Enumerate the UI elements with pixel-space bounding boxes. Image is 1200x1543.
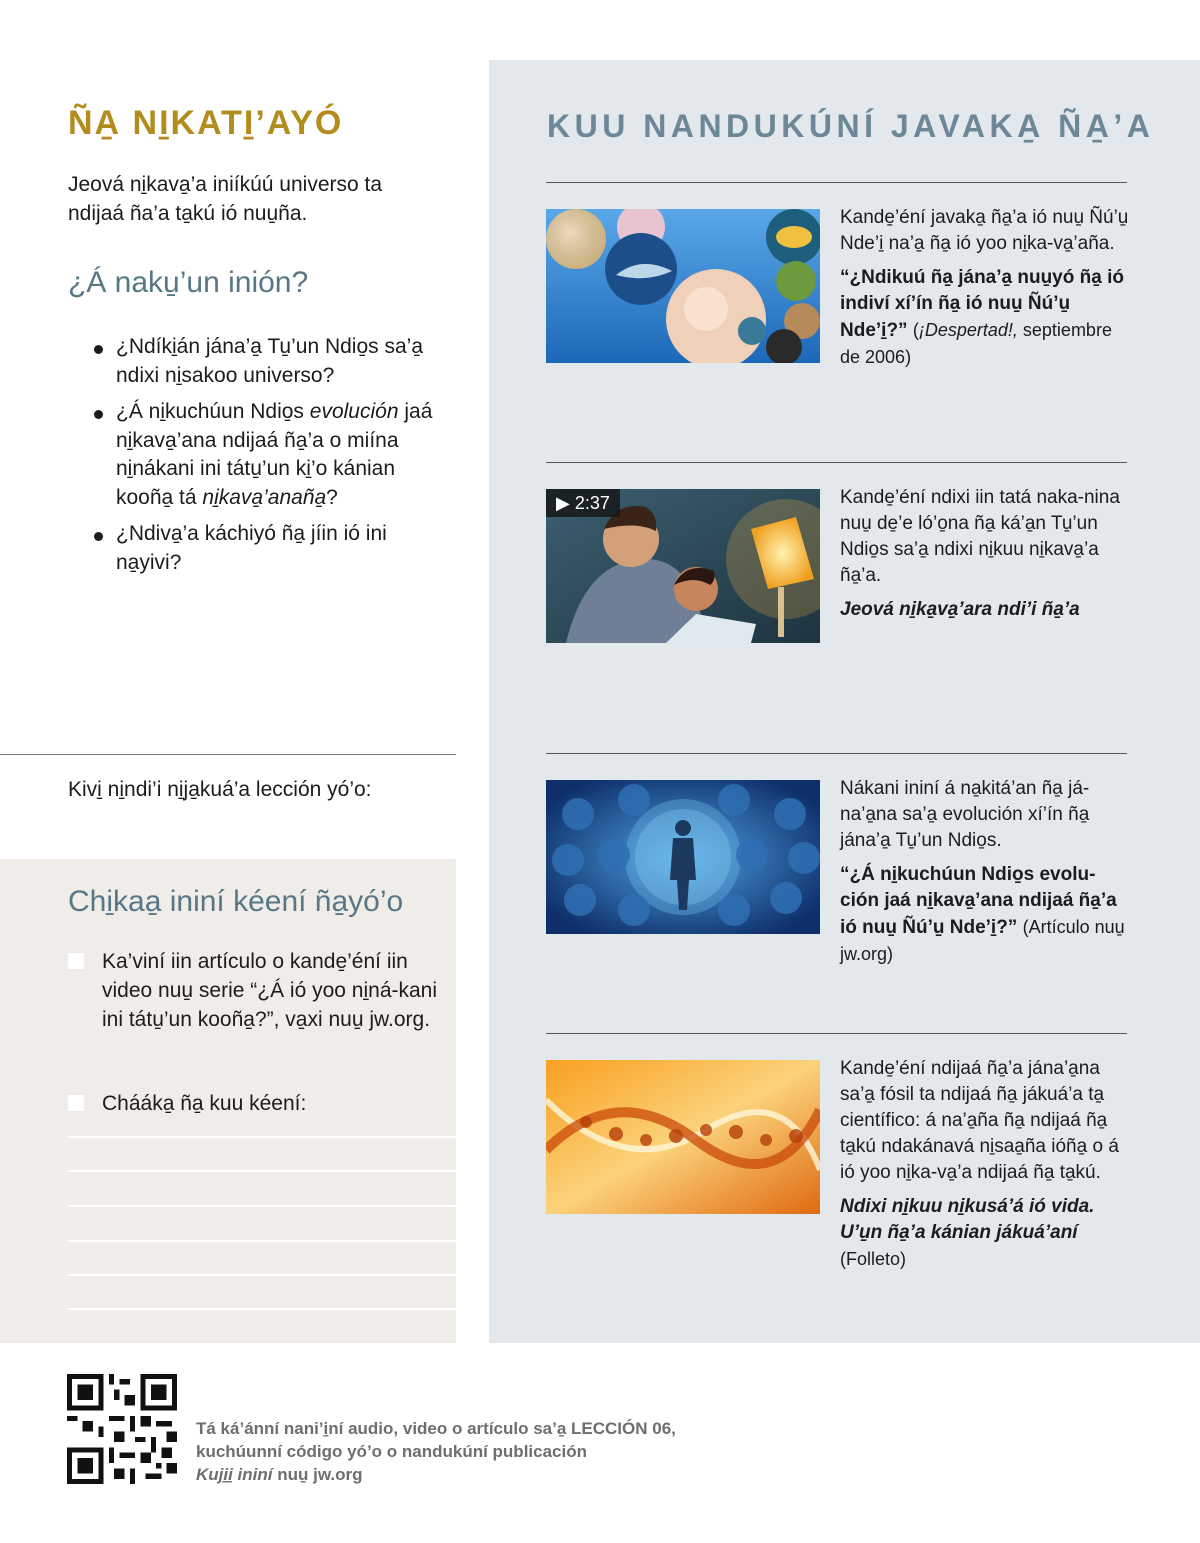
source-title[interactable]: Ndixi ni̱kuu ni̱kusá’á ió vida. U’u̱n ña̱’a kánian jákuá’aní [840, 1196, 1095, 1243]
source-note: (Artículo nuu̱ jw.org) [840, 917, 1125, 964]
item-source[interactable] [840, 862, 1130, 968]
goal-item[interactable] [68, 1089, 438, 1118]
source-title[interactable]: Jeová ni̱ka̱va̱’ara ndi’i ña̱’a [840, 599, 1080, 620]
dna-image[interactable] [546, 1060, 820, 1214]
source-date: septiembre de 2006) [840, 320, 1112, 367]
source-title[interactable]: “¿Á ni̱kuchúun Ndio̱s evolu-ción jaá ni̱kava̱’ana ndijaá ña̱’a ió nuu̱ Ñú’u̱ Nde’i̱?” [840, 864, 1117, 938]
recap-text: Jeová ni̱kava̱’a iniíkúú universo ta ndijaá ña’a ta̱kú ió nuu̱ña. [68, 173, 383, 225]
goal-item[interactable] [68, 947, 438, 1034]
write-line[interactable] [68, 1136, 456, 1138]
left-column [0, 0, 456, 1343]
evolution-image[interactable] [546, 780, 820, 934]
write-line[interactable] [68, 1274, 456, 1276]
section-divider [0, 754, 456, 755]
footer-line [196, 1463, 756, 1486]
video-duration: 2:37 [574, 493, 610, 513]
video-thumbnail[interactable] [546, 489, 820, 643]
footer-line: kuchúunní código yó’o o nandukúní publicación [196, 1442, 587, 1461]
write-line[interactable] [68, 1170, 456, 1172]
explore-item-text [840, 776, 1130, 976]
goal-text: Ka’viní iin artículo o kande̱’éní iin video nuu̱ serie “¿Á ió yoo ni̱ná-kani ini tátu̱’un kooña̱?”, va̱xi nuu̱ jw.org. [102, 950, 438, 1031]
source-note: (¡Despertad!, septiembre de 2006) [840, 320, 1112, 367]
item-divider [546, 462, 1127, 463]
explore-panel [489, 60, 1200, 1343]
qr-code-graphic [67, 1374, 177, 1484]
item-source[interactable] [840, 265, 1130, 371]
goal-text: Chááka̱ ña̱ kuu kéení: [102, 1092, 307, 1115]
source-title[interactable]: “¿Ndikuú ña̱ jána’a̱ nuu̱yó ña̱ ió indiví xí’ín ña̱ ió nuu̱ Ñú’u̱ Nde’i̱?” [840, 267, 1124, 341]
source-note: (Folleto) [840, 1249, 907, 1269]
learned-date-label[interactable]: Kivi̱ ni̱ndi’i ni̱ja̱kuá’a lección yó’o: [68, 778, 372, 801]
image-illustration [546, 780, 820, 934]
item-source[interactable] [840, 597, 1130, 623]
recap-title: ÑA̱ NI̱KATI̱’AYÓ [68, 104, 344, 142]
footer-site[interactable]: nuu̱ jw.org [277, 1465, 363, 1484]
video-duration-badge [546, 489, 620, 517]
explore-title: KUU NANDUKÚNÍ JAVAKA̱ ÑA̱’A [547, 108, 1155, 144]
review-question: ¿Ndíki̱án jána’a̱ Tu̱’un Ndio̱s sa’a̱ ndixi ni̱sakoo universo? [92, 333, 452, 390]
item-description: Kande̱’éní ndixi iin tatá naka-nina nuu̱ de̱’e ló’o̱na ña̱ ká’a̱n Tu̱’un Ndio̱s sa’a̱ ndixi ni̱kuu ni̱kava̱’a ña̱’a. [840, 487, 1120, 586]
item-description: Kande̱’éní javaka̱ ña̱’a ió nuu̱ Ñú’u̱ Nde’i̱ na’a̱ ña̱ ió yoo ni̱ka-va̱’aña. [840, 207, 1129, 254]
goals-panel [0, 859, 456, 1343]
review-question: ¿Á ni̱kuchúun Ndio̱s evolución jaá ni̱kava̱’ana ndijaá ña̱’a o miína ni̱nákani ini tátu̱’un ki̱’o kánian kooña̱ tá ni̱kava̱’anaña̱? [92, 398, 452, 512]
item-source[interactable] [840, 1194, 1130, 1273]
write-line[interactable] [68, 1240, 456, 1242]
item-divider [546, 182, 1127, 183]
checkbox-icon[interactable] [68, 953, 84, 969]
review-heading: ¿Á naku̱’un inión? [68, 266, 309, 299]
item-divider [546, 1033, 1127, 1034]
write-line[interactable] [68, 1308, 456, 1310]
publication-title: Kuji̱i̱ ininí [196, 1465, 273, 1484]
item-description: Kande̱’éní ndijaá ña̱’a jána’a̱na sa’a̱ fósil ta ndijaá ña̱ jákuá’a ta̱ científico: á na’a̱ña ña̱ ndijaá ña̱ ta̱kú ndakánavá ni̱saa̱ña ióña̱ o á ió yoo ni̱ka-va̱’a ndijaá ña̱ ta̱kú. [840, 1058, 1119, 1183]
review-question-list [92, 333, 452, 585]
checkbox-icon[interactable] [68, 1095, 84, 1111]
write-line[interactable] [68, 1205, 456, 1207]
play-icon: ▶ [556, 493, 570, 513]
explore-item-text [840, 1056, 1130, 1281]
nature-collage-image[interactable] [546, 209, 820, 363]
qr-code-icon[interactable] [67, 1374, 177, 1484]
footer-note [196, 1417, 756, 1486]
source-publication: ¡Despertad!, [918, 320, 1018, 340]
review-question: ¿Ndiva̱’a káchiyó ña̱ jíin ió ini na̱yivi? [92, 520, 452, 577]
item-divider [546, 753, 1127, 754]
explore-item-text [840, 205, 1130, 379]
image-illustration [546, 1060, 820, 1214]
item-description: Nákani ininí á na̱kitá’an ña̱ já-na’a̱na sa’a̱ evolución xí’ín ña̱ jána’a̱ Tu̱’un Ndio̱s. [840, 778, 1090, 851]
footer-line: Tá ká’ánní nani’i̱ní audio, video o artículo sa’a̱ LECCIÓN 06, [196, 1419, 676, 1438]
image-illustration [546, 209, 820, 363]
explore-item-text [840, 485, 1130, 631]
goals-heading: Chi̱kaa̱ ininí kéení ña̱yó’o [68, 885, 404, 918]
